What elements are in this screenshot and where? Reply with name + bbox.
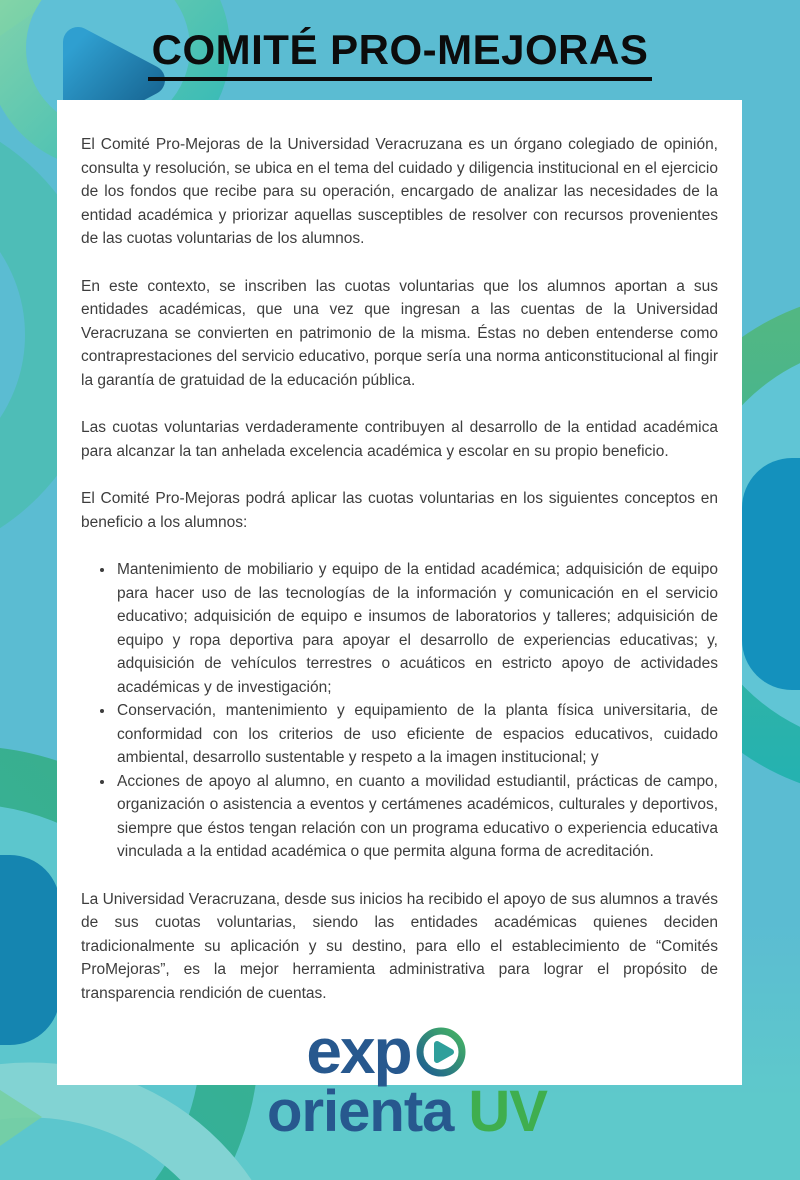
content-card (57, 100, 742, 1085)
paragraph-list-intro: El Comité Pro-Mejoras podrá aplicar las cuotas voluntarias en los siguientes conceptos en beneficio a los alumnos: (81, 490, 718, 531)
list-item: • Acciones de apoyo al alumno, en cuanto a movilidad estudiantil, prácticas de campo, organización o asistencia a eventos y certámenes académicos, culturales y deportivos, siempre que éstos tengan relación con un programa educativo o experiencia educativa vinculada a la entidad académica o que permita alguna forma de acreditación. (115, 770, 718, 864)
logo-text-exp: exp (306, 1015, 411, 1087)
expo-orienta-uv-logo (0, 1015, 800, 1144)
logo-text-uv: UV (468, 1079, 547, 1144)
paragraph-intro: El Comité Pro-Mejoras de la Universidad Veracruzana es un órgano colegiado de opinión, consulta y resolución, se ubica en el tema del cuidado y diligencia institucional en el ejercicio de los fondos que recibe para su operación, encargado de analizar las necesidades de la entidad académica y priorizar aquellas susceptibles de resolver con recursos provenientes de las cuotas voluntarias de los alumnos. (81, 136, 718, 247)
paragraph-contribution: Las cuotas voluntarias verdaderamente contribuyen al desarrollo de la entidad académica para alcanzar la tan anhelada excelencia académica y escolar en su propio beneficio. (81, 419, 718, 460)
ring-arc-left (0, 145, 65, 525)
list-item: • Conservación, mantenimiento y equipamiento de la planta física universitaria, de conformidad con los criterios de uso eficiente de espacios educativos, cuidado ambiental, desarrollo sustentable y respeto a la imagen institucional; y (115, 699, 718, 770)
paragraph-closing: La Universidad Veracruzana, desde sus inicios ha recibido el apoyo de sus alumnos a través de sus cuotas voluntarias, siendo las entidades académicas quienes deciden tradicionalmente su aplicación y su destino, para ello el establecimiento de “Comités ProMejoras”, es la mejor herramienta administrativa para lograr el propósito de transparencia rendición de cuentas. (81, 890, 718, 1002)
logo-text-orienta: orienta (267, 1079, 454, 1144)
logo-line-expo (0, 1015, 800, 1087)
page-title-text: COMITÉ PRO-MEJORAS (148, 26, 653, 81)
logo-line-orienta-uv (0, 1079, 800, 1144)
page-title (0, 26, 800, 81)
list-item: • Mantenimiento de mobiliario y equipo de la entidad académica; adquisición de equipo para hacer uso de las tecnologías de la información y comunicación en el servicio educativo; adquisición de equipo e insumos de laboratorios y talleres; adquisición de equipo y ropa deportiva para apoyar el desarrollo de experiencias educativas; y, adquisición de vehículos terrestres o acuáticos en estricto apoyo de actividades académicas y de investigación; (115, 558, 718, 699)
benefits-list (81, 558, 718, 864)
paragraph-context: En este contexto, se inscriben las cuotas voluntarias que los alumnos aportan a sus entidades académicas, que una vez que ingresan a las cuentas de la Universidad Veracruzana se convierten en patrimonio de la misma. Éstas no deben entenderse como contraprestaciones del servicio educativo, porque sería una norma anticonstitucional al fingir la garantía de gratuidad de la educación pública. (81, 277, 718, 389)
play-circle-icon (414, 1025, 468, 1079)
